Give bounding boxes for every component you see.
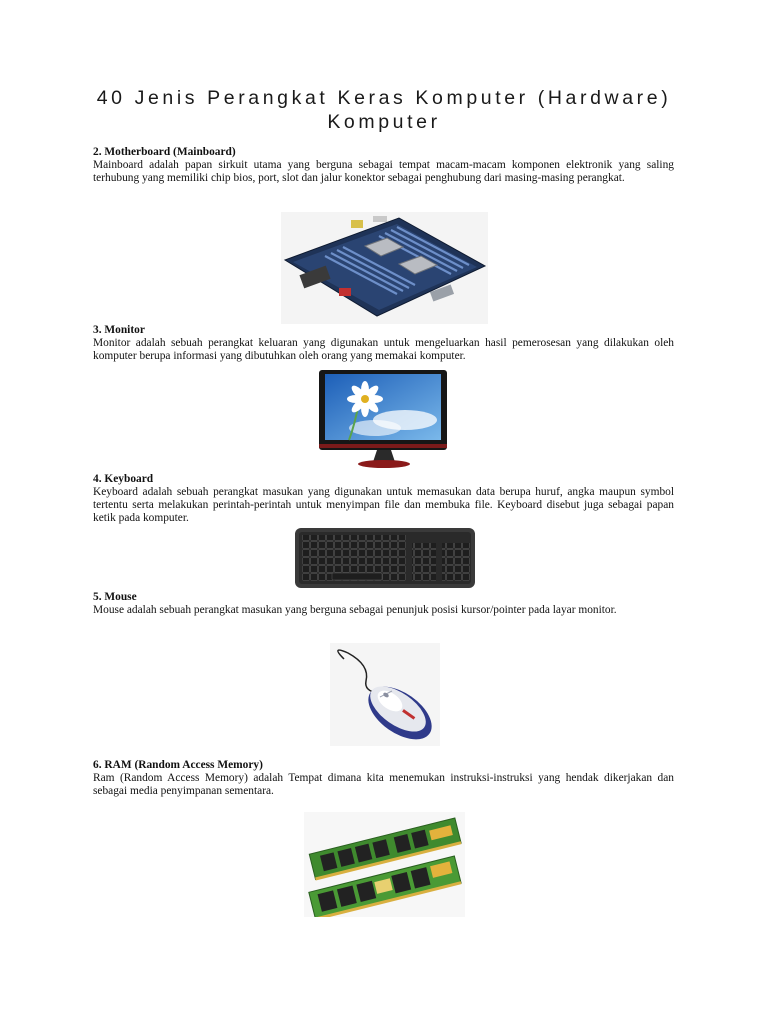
page-title-line-1: 40 Jenis Perangkat Keras Komputer (Hardware) xyxy=(96,87,672,109)
page-title-line-2: Komputer xyxy=(327,111,441,133)
mouse-icon xyxy=(330,643,440,746)
section-monitor xyxy=(93,324,674,363)
keyboard-image xyxy=(294,525,476,590)
section-heading: 3. Monitor xyxy=(93,324,145,336)
ram-image xyxy=(304,812,465,917)
mouse-image xyxy=(330,643,440,746)
section-text: Keyboard adalah sebuah perangkat masukan yang digunakan untuk memasukan data berupa huruf, angka maupun symbol tertentu serta melakukan perintah-perintah untuk menyimpan file dan membuka file. Keyboard disebut juga sebagai papan ketik pada komputer. xyxy=(93,486,674,524)
section-text: Ram (Random Access Memory) adalah Tempat dimana kita menemukan instruksi-instruksi yang hendak dikerjakan dan sebagai media penyimpanan sementara. xyxy=(93,772,674,797)
page-title xyxy=(60,86,708,134)
monitor-image xyxy=(305,364,463,470)
section-heading: 5. Mouse xyxy=(93,591,137,603)
section-heading: 6. RAM (Random Access Memory) xyxy=(93,759,263,771)
section-ram xyxy=(93,759,674,798)
section-heading: 4. Keyboard xyxy=(93,473,154,485)
keyboard-icon xyxy=(294,525,476,590)
section-text: Mainboard adalah papan sirkuit utama yang berguna sebagai tempat macam-macam komponen elektronik yang saling terhubung yang memiliki chip bios, port, slot dan jalur konektor sebagai penghubung dari masing-masing perangkat. xyxy=(93,159,674,184)
section-text: Mouse adalah sebuah perangkat masukan yang berguna sebagai penunjuk posisi kursor/pointer pada layar monitor. xyxy=(93,604,617,616)
section-keyboard xyxy=(93,473,674,525)
ram-icon xyxy=(304,812,465,917)
section-mouse xyxy=(93,591,674,617)
motherboard-icon xyxy=(281,212,488,324)
section-text: Monitor adalah sebuah perangkat keluaran yang digunakan untuk mengeluarkan hasil pemerosesan yang dilakukan oleh komputer berupa informasi yang dibutuhkan oleh orang yang memakai komputer. xyxy=(93,337,674,362)
section-heading: 2. Motherboard (Mainboard) xyxy=(93,146,236,158)
motherboard-image xyxy=(281,212,488,324)
section-motherboard xyxy=(93,146,674,185)
monitor-icon xyxy=(305,364,463,470)
